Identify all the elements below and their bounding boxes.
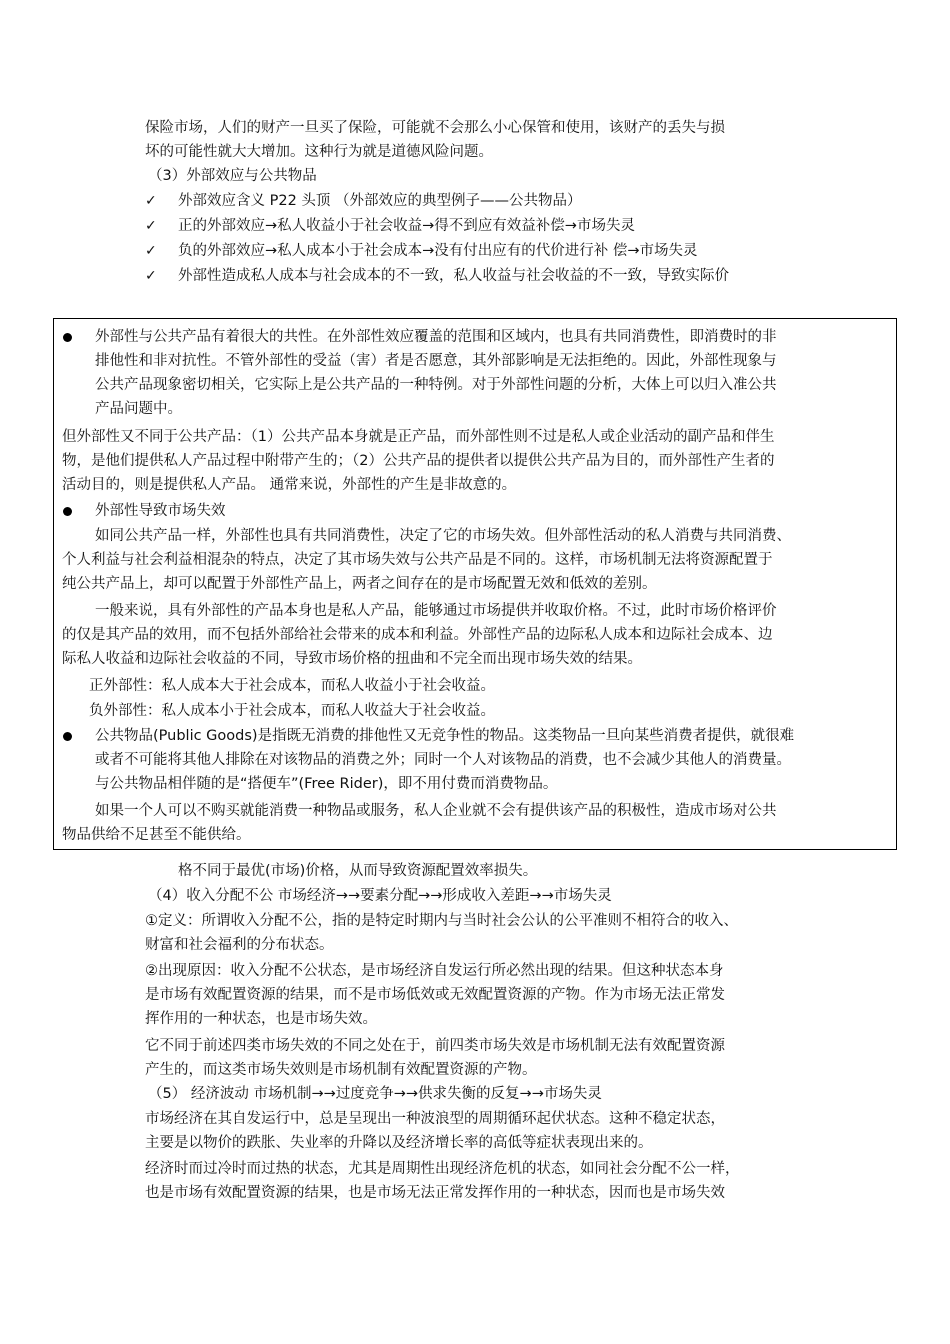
- continuation-line: 格不同于最优(市场)价格，从而导致资源配置效率损失。: [178, 863, 538, 879]
- text-line: 物，是他们提供私人产品过程中附带产生的；（2）公共产品的提供者以提供公共产品为目的，而外部性产生者的: [62, 453, 775, 469]
- text-line: 际私人收益和边际社会收益的不同，导致市场价格的扭曲和不完全而出现市场失效的结果。: [62, 651, 642, 667]
- text-line: 挥作用的一种状态，也是市场失效。: [145, 1011, 377, 1027]
- text-line: 个人利益与社会利益相混杂的特点，决定了其市场失效与公共产品是不同的。这样，市场机制无法将资源配置于: [62, 552, 773, 568]
- check-icon: ✓: [145, 243, 157, 259]
- bullet-icon: [63, 333, 72, 342]
- text-line: 公共产品现象密切相关，它实际上是公共产品的一种特例。对于外部性问题的分析，大体上可以归入准公共: [95, 377, 777, 393]
- text-line: 产生的，而这类市场失效则是市场机制有效配置资源的产物。: [145, 1062, 537, 1078]
- paragraph-definition: [145, 909, 738, 957]
- section-heading-4: （4）收入分配不公 市场经济→→要素分配→→形成收入差距→→市场失灵: [148, 888, 612, 904]
- text-line: 但外部性又不同于公共产品：（1）公共产品本身就是正产品，而外部性则不过是私人或企业活动的副产品和伴生: [62, 429, 775, 445]
- bullet-paragraph-public-goods: [95, 724, 794, 796]
- bullet-heading-market-failure: 外部性导致市场失效: [95, 503, 226, 519]
- paragraph-common-consumption: [62, 524, 791, 596]
- paragraph-difference: [62, 425, 774, 497]
- section-heading-3: （3）外部效应与公共物品: [148, 168, 317, 184]
- negative-externality-line: 负外部性：私人成本小于社会成本，而私人收益大于社会收益。: [89, 703, 495, 719]
- text-line: 如同公共产品一样，外部性也具有共同消费性，决定了它的市场失效。但外部性活动的私人消费与共同消费、: [95, 528, 791, 544]
- text-line: ①定义：所谓收入分配不公，指的是特定时期内与当时社会公认的公平准则不相符合的收入、: [145, 913, 738, 929]
- text-line: 产品问题中。: [95, 401, 182, 417]
- paragraph-wave: [145, 1107, 725, 1155]
- text-line: 它不同于前述四类市场失效的不同之处在于，前四类市场失效是市场机制无法有效配置资源: [145, 1038, 725, 1054]
- text-line: 是市场有效配置资源的结果，而不是市场低效或无效配置资源的产物。作为市场无法正常发: [145, 987, 725, 1003]
- check-icon: ✓: [145, 218, 157, 234]
- text-line: 主要是以物价的跌胀、失业率的升降以及经济增长率的高低等症状表现出来的。: [145, 1135, 653, 1151]
- check-item: 负的外部效应→私人成本小于社会成本→没有付出应有的代价进行补 偿→市场失灵: [178, 243, 698, 259]
- bullet-icon: [63, 507, 72, 516]
- text-line: 与公共物品相伴随的是“搭便车”(Free Rider)，即不用付费而消费物品。: [95, 776, 558, 792]
- text-line: 物品供给不足甚至不能供给。: [62, 827, 251, 843]
- paragraph-cause: [145, 959, 725, 1031]
- section-heading-5: （5） 经济波动 市场机制→→过度竞争→→供求失衡的反复→→市场失灵: [148, 1086, 602, 1102]
- text-line: 公共物品(Public Goods)是指既无消费的排他性又无竞争性的物品。这类物品一旦向某些消费者提供，就很难: [95, 728, 795, 744]
- text-line: 经济时而过冷时而过热的状态，尤其是周期性出现经济危机的状态，如同社会分配不公一样，: [145, 1161, 740, 1177]
- paragraph-free-rider: [62, 799, 777, 847]
- check-item: 外部性造成私人成本与社会成本的不一致，私人收益与社会收益的不一致，导致实际价: [178, 268, 729, 284]
- text-line: 外部性与公共产品有着很大的共性。在外部性效应覆盖的范围和区域内，也具有共同消费性，即消费时的非: [95, 329, 777, 345]
- bullet-paragraph-commonality: [95, 325, 777, 421]
- paragraph-private-product: [62, 599, 777, 671]
- text-line: 活动目的，则是提供私人产品。 通常来说，外部性的产生是非故意的。: [62, 477, 517, 493]
- text-line: 坏的可能性就大大增加。这种行为就是道德风险问题。: [145, 144, 493, 160]
- text-line: 也是市场有效配置资源的结果，也是市场无法正常发挥作用的一种状态，因而也是市场失效: [145, 1185, 725, 1201]
- check-item: 外部效应含义 P22 头顶 （外部效应的典型例子——公共物品）: [178, 193, 582, 209]
- paragraph-moral-hazard: [145, 116, 725, 164]
- text-line: 一般来说，具有外部性的产品本身也是私人产品，能够通过市场提供并收取价格。不过，此时市场价格评价: [95, 603, 777, 619]
- check-icon: ✓: [145, 193, 157, 209]
- text-line: 排他性和非对抗性。不管外部性的受益（害）者是否愿意，其外部影响是无法拒绝的。因此，外部性现象与: [95, 353, 777, 369]
- positive-externality-line: 正外部性：私人成本大于社会成本，而私人收益小于社会收益。: [89, 678, 495, 694]
- paragraph-overheat: [145, 1157, 740, 1205]
- check-item: 正的外部效应→私人收益小于社会收益→得不到应有效益补偿→市场失灵: [178, 218, 635, 234]
- text-line: 的仅是其产品的效用，而不包括外部给社会带来的成本和利益。外部性产品的边际私人成本和边际社会成本、边: [62, 627, 773, 643]
- bullet-icon: [63, 732, 72, 741]
- text-line: 或者不可能将其他人排除在对该物品的消费之外；同时一个人对该物品的消费，也不会减少其他人的消费量。: [95, 752, 791, 768]
- text-line: 财富和社会福利的分布状态。: [145, 937, 334, 953]
- text-line: 如果一个人可以不购买就能消费一种物品或服务，私人企业就不会有提供该产品的积极性，造成市场对公共: [95, 803, 777, 819]
- paragraph-distinction: [145, 1034, 725, 1082]
- text-line: 纯公共产品上，却可以配置于外部性产品上，两者之间存在的是市场配置无效和低效的差别。: [62, 576, 657, 592]
- text-line: ②出现原因：收入分配不公状态，是市场经济自发运行所必然出现的结果。但这种状态本身: [145, 963, 724, 979]
- check-icon: ✓: [145, 268, 157, 284]
- text-line: 市场经济在其自发运行中，总是呈现出一种波浪型的周期循环起伏状态。这种不稳定状态，: [145, 1111, 725, 1127]
- text-line: 保险市场，人们的财产一旦买了保险，可能就不会那么小心保管和使用，该财产的丢失与损: [145, 120, 725, 136]
